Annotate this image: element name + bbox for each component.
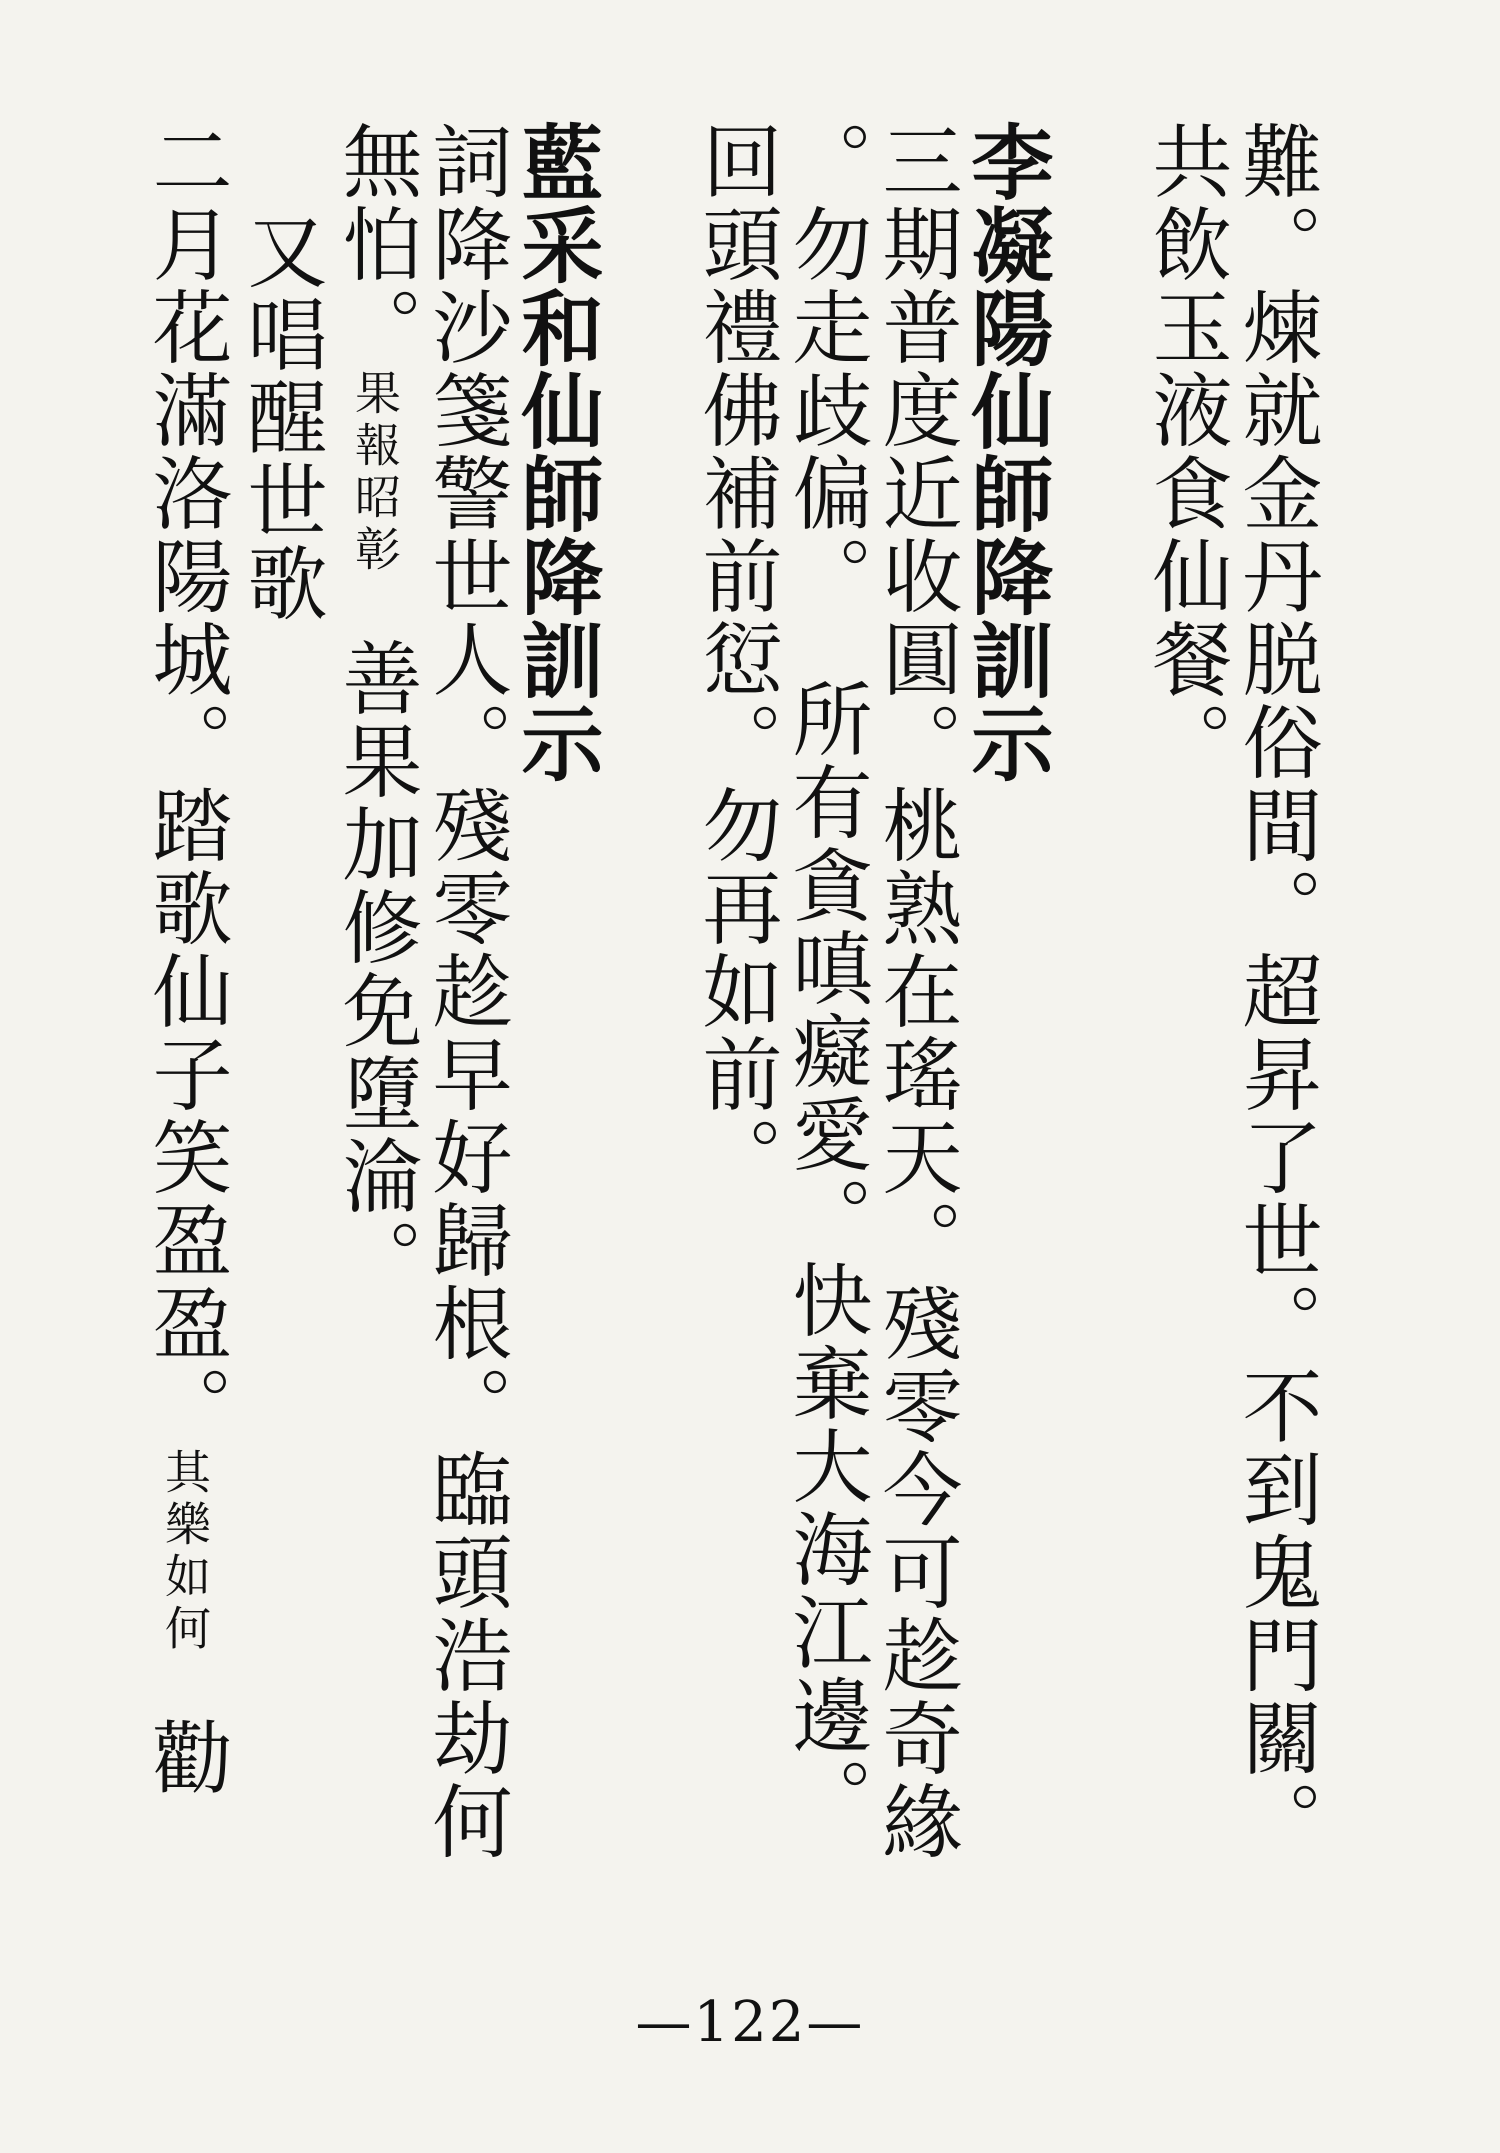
verse-line: 三期普度近收圓。桃熟在瑤天。殘零今可趁奇緣 [869,120,962,1863]
text-column-9 [330,120,420,1301]
text-column-8 [420,120,510,1863]
verse-line: 善果加修免墮淪。 [329,637,422,1301]
heading-text: 藍采和仙師降訓示 [508,120,603,784]
heading-text: 又唱醒世歌 [234,210,327,625]
verse-line: 勸 [139,1716,232,1799]
heading-text: 李凝陽仙師降訓示 [958,120,1053,784]
text-column-11 [140,120,230,1799]
text-column-6 [690,120,780,1199]
text-column-2 [1140,120,1230,784]
section-heading-lan-caihe [508,120,603,784]
text-column-5 [780,120,870,1840]
verse-line: 。勿走歧偏。 [779,120,872,618]
inline-note: 其樂如何 [158,1448,212,1656]
text-column-4 [870,120,960,1863]
verse-line: 難。煉就金丹脱俗間。超昇了世。不到鬼門關。 [1229,120,1322,1863]
verse-line: 詞降沙箋警世人。殘零趁早好歸根。臨頭浩劫何 [419,120,512,1863]
verse-line: 二月花滿洛陽城。踏歌仙子笑盈盈。 [139,120,232,1448]
verse-line: 無怕。 [329,120,422,369]
verse-line: 回頭禮佛補前愆。勿再如前。 [689,120,782,1199]
verse-line: 所有貪嗔癡愛。快棄大海江邊。 [779,678,872,1840]
text-column-1 [1230,120,1320,1863]
section-heading-awakening-song [235,210,325,625]
section-heading-li-ningyang [958,120,1053,784]
inline-note: 果報昭彰 [348,369,402,577]
page-number: —122— [635,1990,865,2055]
verse-line: 共飲玉液食仙餐。 [1139,120,1232,784]
